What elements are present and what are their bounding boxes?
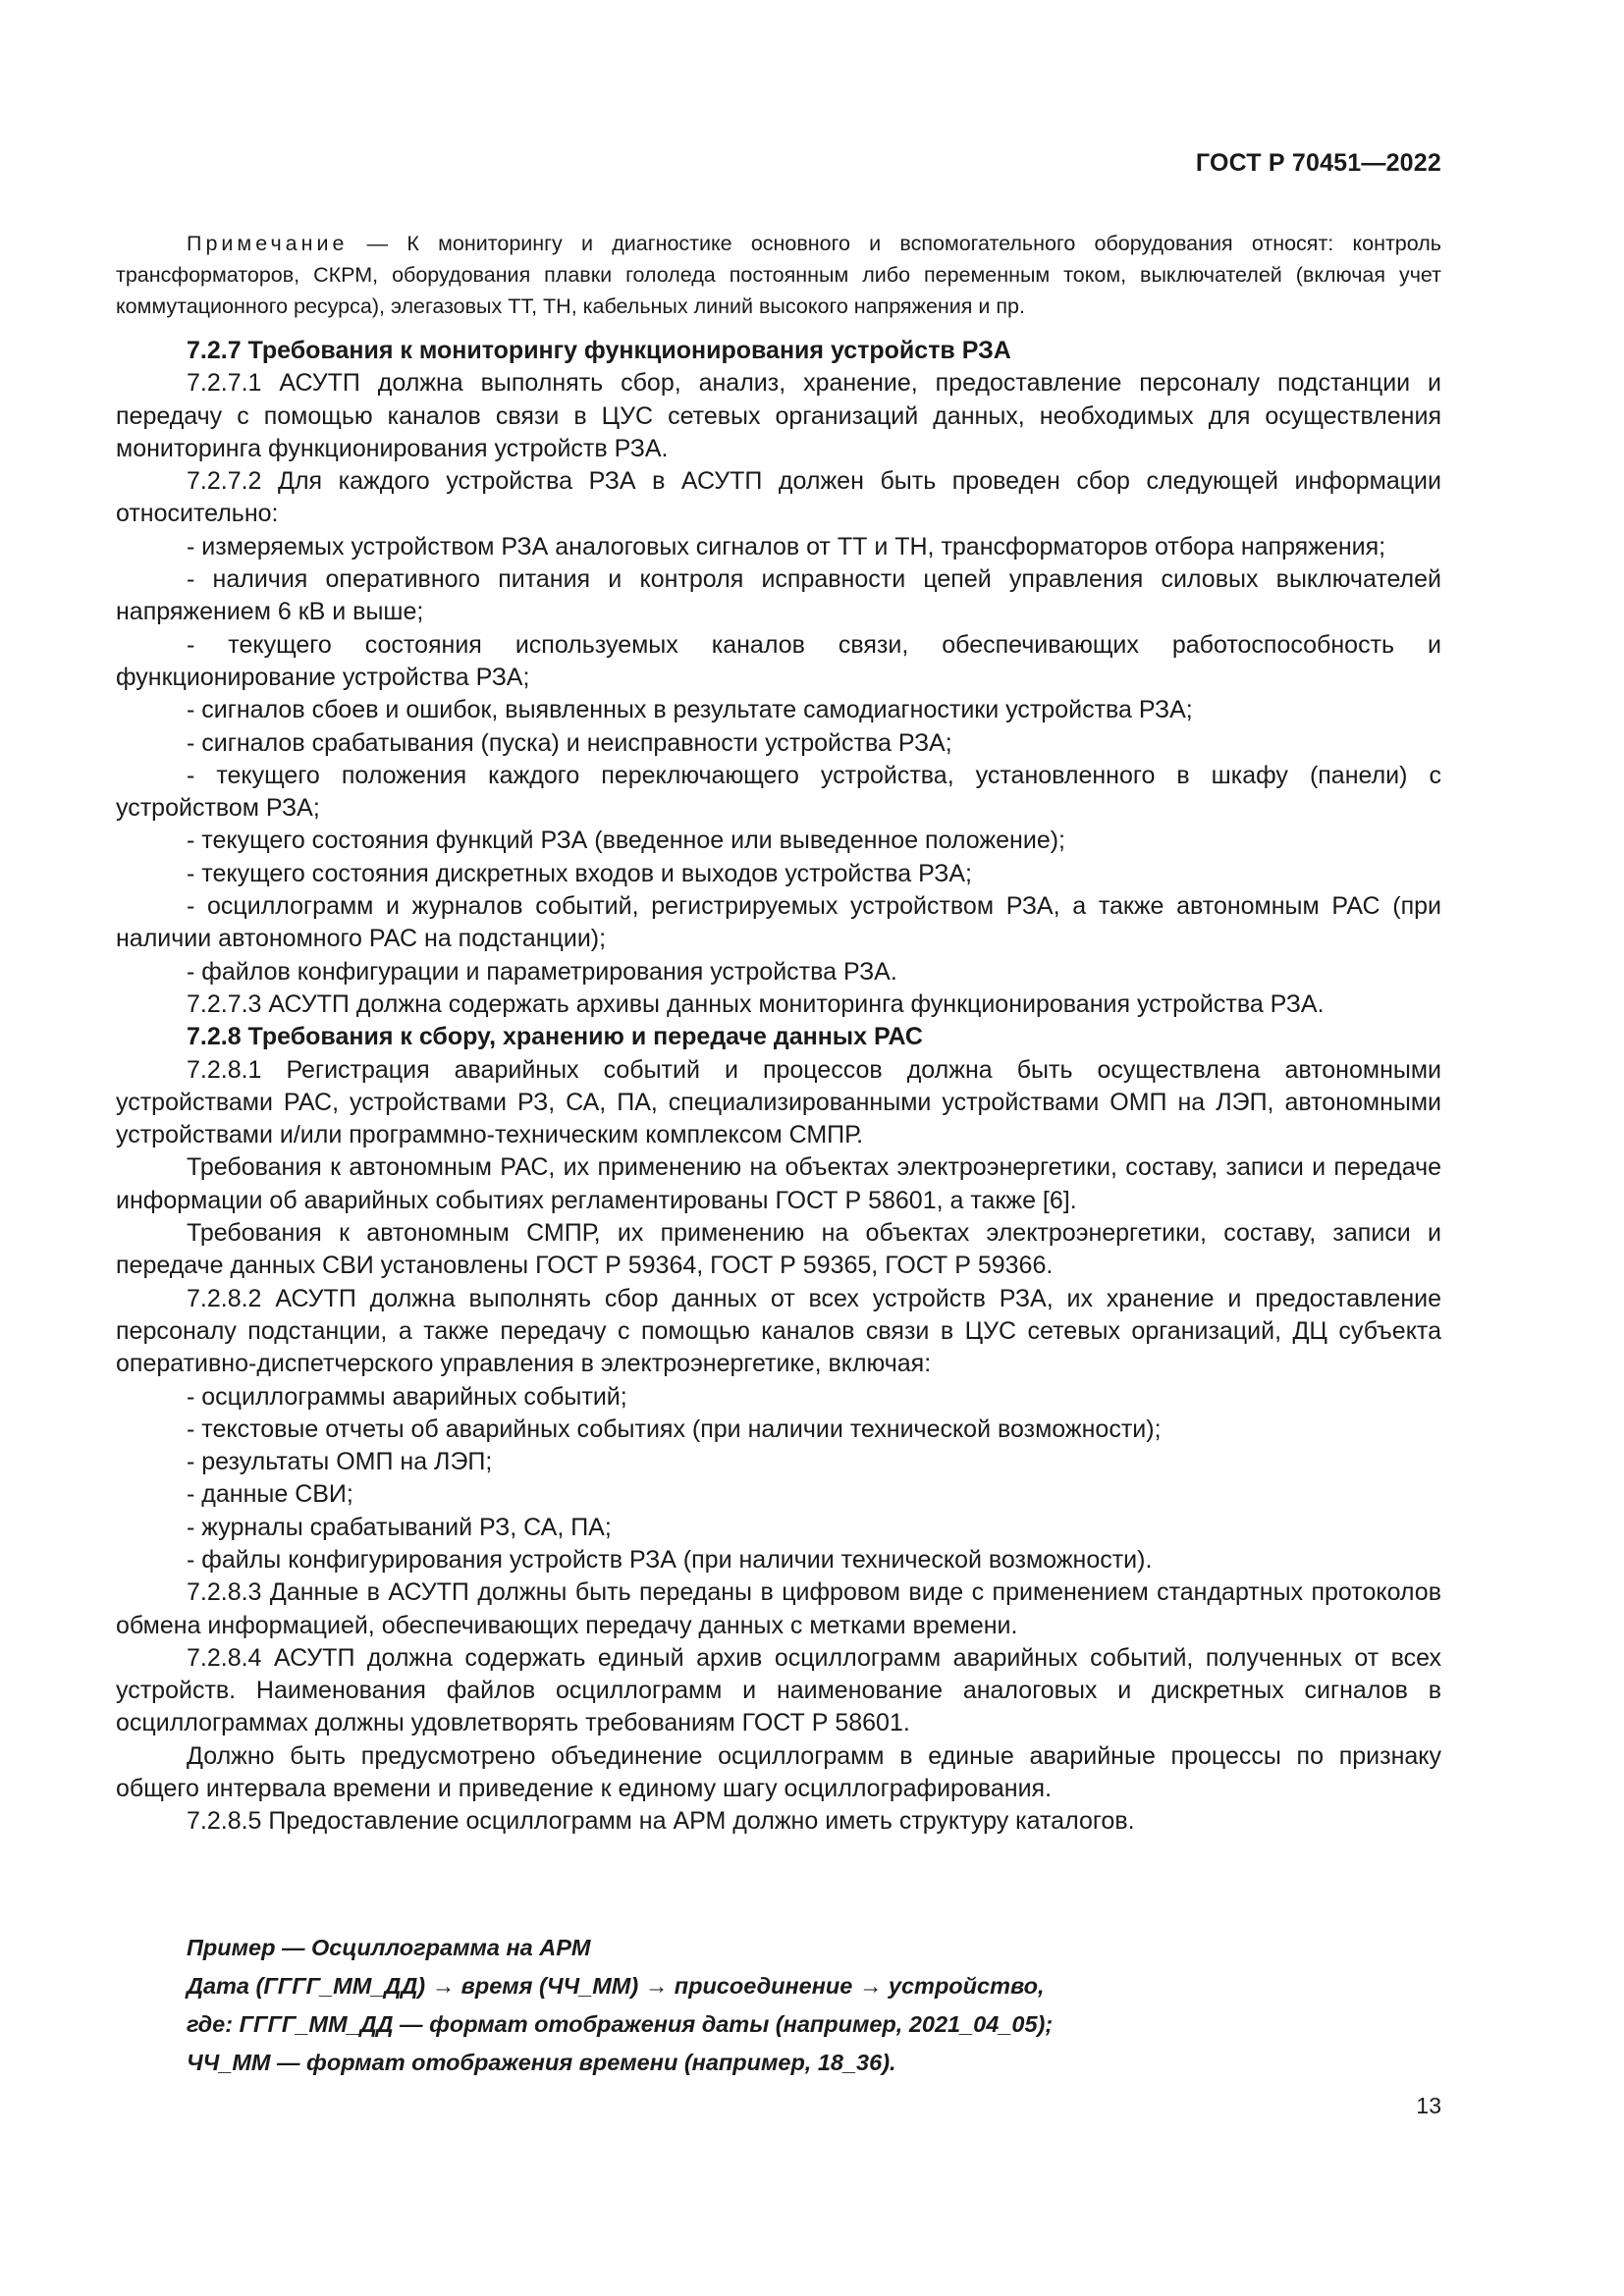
paragraph-7-2-7-2: 7.2.7.2 Для каждого устройства РЗА в АСУТП должен быть проведен сбор следующей информации относительно: (116, 467, 1441, 528)
list-item: - текстовые отчеты об аварийных событиях (при наличии технической возможности); (187, 1415, 1162, 1443)
note-label: Примечание (187, 232, 349, 255)
example-line: где: ГГГГ_ММ_ДД — формат отображения даты (например, 2021_04_05); (187, 2011, 1054, 2037)
paragraph-7-2-7-3: 7.2.7.3 АСУТП должна содержать архивы данных мониторинга функционирования устройства РЗА. (187, 989, 1325, 1018)
example-line: ЧЧ_ММ — формат отображения времени (например, 18_36). (187, 2050, 896, 2075)
list-item: - текущего состояния используемых каналов связи, обеспечивающих работоспособность и функционирование устройства РЗА; (116, 630, 1441, 691)
list-item: - сигналов сбоев и ошибок, выявленных в результате самодиагностики устройства РЗА; (187, 696, 1193, 724)
document-id: ГОСТ Р 70451—2022 (1195, 149, 1441, 177)
list-item: - файлов конфигурации и параметрирования устройства РЗА. (187, 957, 897, 986)
example-title: Пример — Осциллограмма на АРМ (187, 1935, 591, 1960)
paragraph-7-2-8-2: 7.2.8.2 АСУТП должна выполнять сбор данных от всех устройств РЗА, их хранение и предоставление персоналу подстанции, а также передачу с помощью каналов связи в ЦУС сетевых организаций, ДЦ субъекта оперативно-диспетчерского управления в электроэнергетике, включая: (116, 1284, 1441, 1378)
list-item: - осциллограмм и журналов событий, регистрируемых устройством РЗА, а также автономным РАС (при наличии автономного РАС на подстанции); (116, 892, 1441, 953)
paragraph-rac-requirements: Требования к автономным РАС, их применению на объектах электроэнергетики, составу, записи и передаче информации об аварийных событиях регламентированы ГОСТ Р 58601, а также [6]. (116, 1153, 1441, 1214)
section-heading-7-2-7: 7.2.7 Требования к мониторингу функционирования устройств РЗА (187, 337, 1011, 364)
paragraph-7-2-7-1: 7.2.7.1 АСУТП должна выполнять сбор, анализ, хранение, предоставление персоналу подстанции и передачу с помощью каналов связи в ЦУС сетевых организаций данных, необходимых для осуществления мониторинга функционирования устройств РЗА. (116, 369, 1441, 462)
list-item: - текущего состояния функций РЗА (введенное или выведенное положение); (187, 827, 1065, 855)
note-paragraph (116, 228, 1441, 322)
paragraph-smpr-requirements: Требования к автономным СМПР, их применению на объектах электроэнергетики, составу, записи и передаче данных СВИ установлены ГОСТ Р 59364, ГОСТ Р 59365, ГОСТ Р 59366. (116, 1219, 1441, 1280)
list-item: - данные СВИ; (187, 1480, 353, 1509)
page-number: 13 (1416, 2093, 1441, 2118)
list-item: - сигналов срабатывания (пуска) и неисправности устройства РЗА; (187, 728, 952, 757)
list-item: - измеряемых устройством РЗА аналоговых сигналов от ТТ и ТН, трансформаторов отбора напряжения; (187, 532, 1386, 561)
paragraph-7-2-8-3: 7.2.8.3 Данные в АСУТП должны быть переданы в цифровом виде с применением стандартных протоколов обмена информацией, обеспечивающих передачу данных с метками времени. (116, 1578, 1441, 1639)
note-text: — К мониторингу и диагностике основного и вспомогательного оборудования относят: контроль трансформаторов, СКРМ, оборудования плавки гололеда постоянным либо переменным током, выключателей (включая учет коммутационного ресурса), элегазовых ТТ, ТН, кабельных линий высокого напряжения и пр. (116, 232, 1441, 318)
list-item: - осциллограммы аварийных событий; (187, 1382, 627, 1411)
section-heading-7-2-8: 7.2.8 Требования к сбору, хранению и передаче данных РАС (187, 1023, 923, 1051)
list-item: - журналы срабатываний РЗ, СА, ПА; (187, 1513, 612, 1541)
list-item: - файлы конфигурирования устройств РЗА (при наличии технической возможности). (187, 1545, 1153, 1574)
paragraph-7-2-8-5: 7.2.8.5 Предоставление осциллограмм на АРМ должно иметь структуру каталогов. (187, 1807, 1135, 1836)
paragraph-7-2-8-1: 7.2.8.1 Регистрация аварийных событий и процессов должна быть осуществлена автономными устройствами РАС, устройствами РЗ, СА, ПА, специализированными устройствами ОМП на ЛЭП, автономными устройствами и/или программно-техническим комплексом СМПР. (116, 1055, 1441, 1149)
example-line: Дата (ГГГГ_ММ_ДД) → время (ЧЧ_ММ) → присоединение → устройство, (187, 1973, 1045, 1999)
main-text (116, 335, 1441, 1839)
list-item: - результаты ОМП на ЛЭП; (187, 1448, 493, 1476)
list-item: - текущего состояния дискретных входов и выходов устройства РЗА; (187, 859, 972, 887)
list-item: - текущего положения каждого переключающего устройства, установленного в шкафу (панели) с устройством РЗА; (116, 761, 1441, 823)
list-item: - наличия оперативного питания и контроля исправности цепей управления силовых выключателей напряжением 6 кВ и выше; (116, 565, 1441, 626)
paragraph-7-2-8-4: 7.2.8.4 АСУТП должна содержать единый архив осциллограмм аварийных событий, полученных от всех устройств. Наименования файлов осциллограмм и наименование аналоговых и дискретных сигналов в осциллограммах должны удовлетворять требованиям ГОСТ Р 58601. (116, 1643, 1441, 1737)
paragraph-oscillogram-merge: Должно быть предусмотрено объединение осциллограмм в единые аварийные процессы по признаку общего интервала времени и приведение к единому шагу осциллографирования. (116, 1741, 1441, 1803)
